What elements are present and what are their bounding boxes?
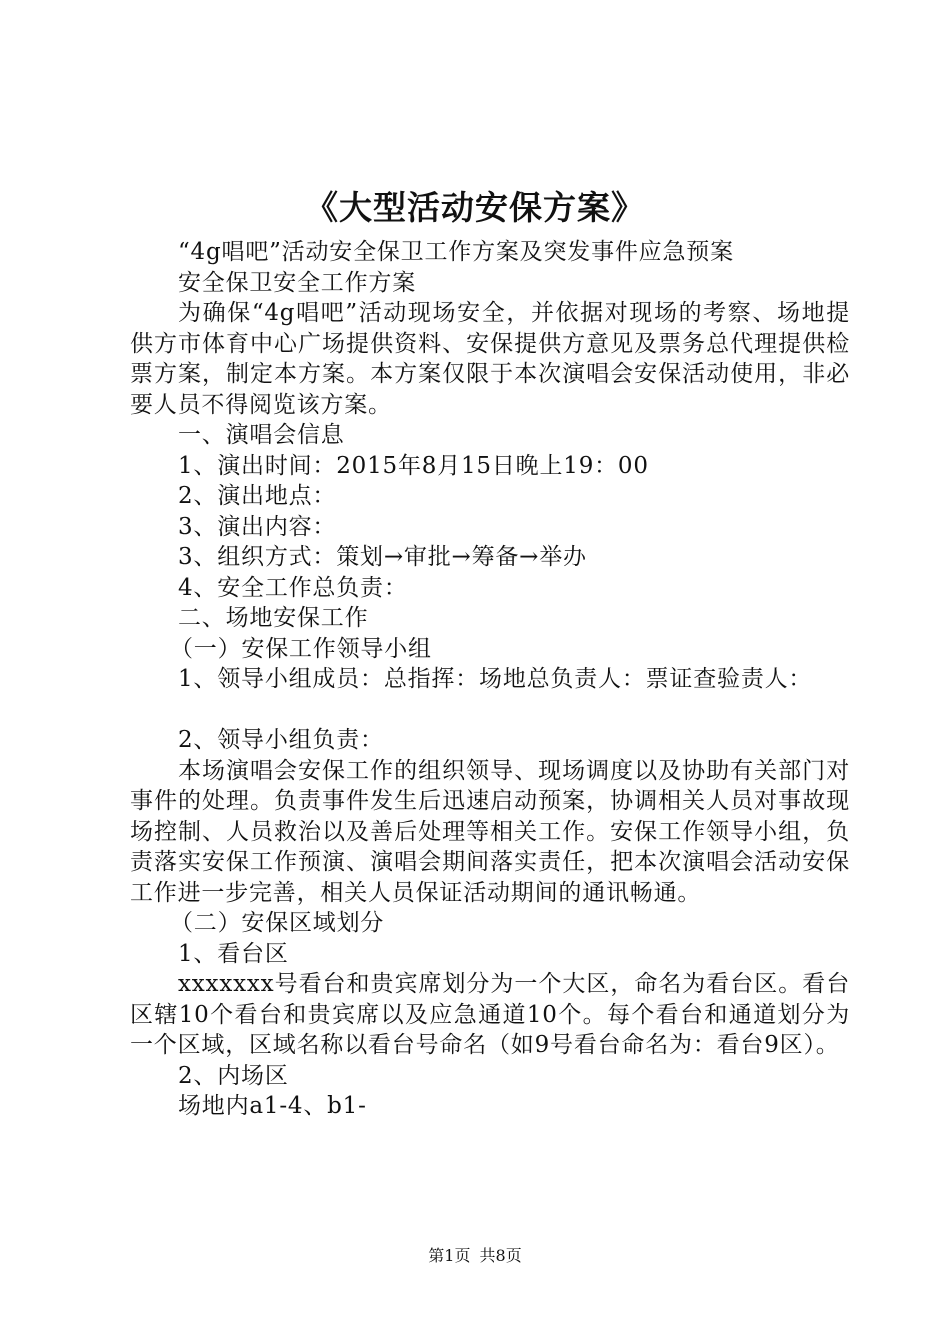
- sub2-heading: （二）安保区域划分: [170, 910, 385, 936]
- sub1-paragraph: 本场演唱会安保工作的组织领导、现场调度以及协助有关部门对事件的处理。负责事件发生后迅速启动预案，协调相关人员对事故现场控制、人员救治以及善后处理等相关工作。安保工作领导小组，负责落实安保工作预演、演唱会期间落实责任，把本次演唱会活动安保工作进一步完善，相关人员保证活动期间的通讯畅通。: [130, 757, 850, 906]
- item-performance-content: 3、演出内容：: [178, 513, 337, 540]
- item-performance-place: 2、演出地点：: [178, 483, 337, 509]
- section-heading: 安全保卫安全工作方案: [178, 269, 416, 296]
- intro-paragraph: 为确保“4g唱吧”活动现场安全，并依据对现场的考察、场地提供方市体育中心广场提供资料、安保提供方意见及票务总代理提供检票方案，制定本方案。本方案仅限于本次演唱会安保活动使用，非必要人员不得阅览该方案。: [130, 300, 850, 418]
- item-organization-method: 3、组织方式：策划→审批→筹备→举办: [178, 544, 587, 570]
- sub2-paragraph-inner: 场地内a1-4、b1-: [178, 1093, 367, 1119]
- blank-line: [130, 695, 850, 726]
- sub2-paragraph-stand: xxxxxxx号看台和贵宾席划分为一个大区，命名为看台区。看台区辖10个看台和贵宾席以及应急通道10个。每个看台和通道划分为一个区域，区域名称以看台号命名（如9号看台命名为：看台9区）。: [130, 971, 850, 1058]
- part1-heading: 一、演唱会信息: [178, 422, 345, 448]
- page-total: 共8页: [479, 1246, 522, 1265]
- sub1-heading: （一）安保工作领导小组: [170, 635, 432, 662]
- part2-heading: 二、场地安保工作: [178, 605, 369, 631]
- item-safety-chief: 4、安全工作总负责：: [178, 574, 408, 601]
- page-number: 第1页: [428, 1246, 471, 1265]
- document-body: [130, 237, 850, 1122]
- sub1-item-members: 1、领导小组成员：总指挥：场地总负责人：票证查验责人：: [178, 666, 813, 692]
- document-subtitle: “4g唱吧”活动安全保卫工作方案及突发事件应急预案: [178, 239, 734, 265]
- sub1-item-responsibility: 2、领导小组负责：: [178, 727, 384, 753]
- sub2-item-inner-field: 2、内场区: [178, 1062, 289, 1089]
- document-title: 《大型活动安保方案》: [305, 188, 645, 227]
- sub2-item-stand-area: 1、看台区: [178, 940, 289, 967]
- item-performance-time: 1、演出时间：2015年8月15日晚上19：00: [178, 452, 649, 479]
- page-footer: [0, 1246, 950, 1266]
